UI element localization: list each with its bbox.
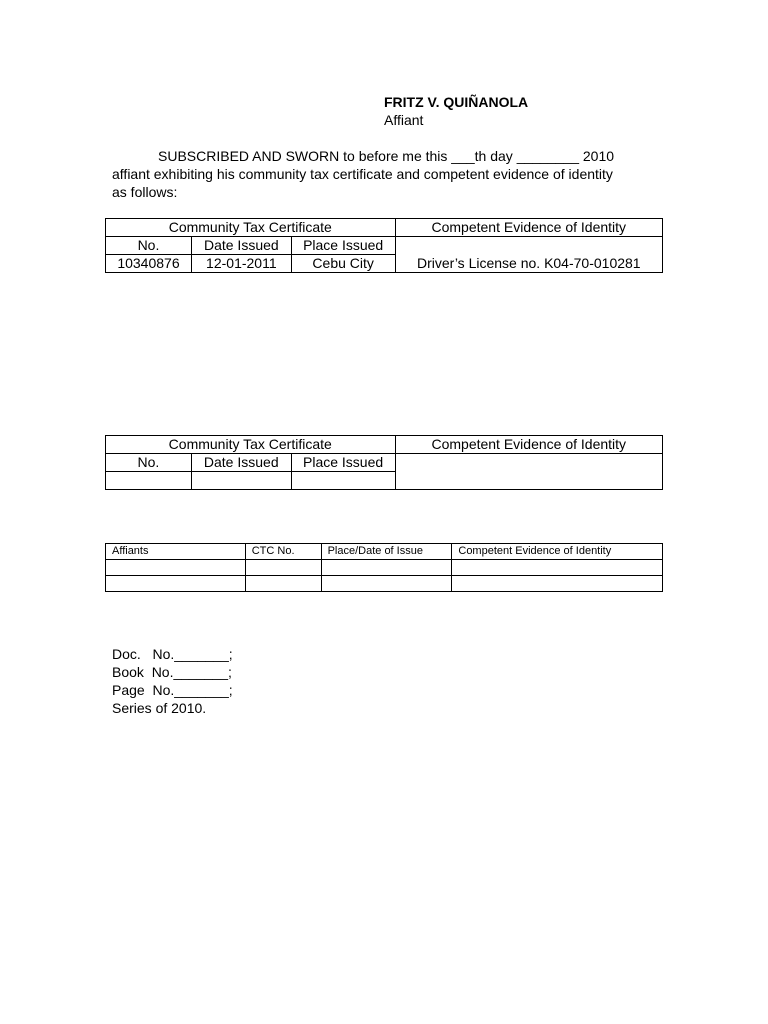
col-place-issued: Place Issued — [291, 454, 395, 472]
evidence-header: Competent Evidence of Identity — [395, 219, 662, 237]
evidence-header: Competent Evidence of Identity — [395, 436, 663, 454]
evidence-value: Driver’s License no. K04-70-010281 — [395, 237, 662, 273]
blank-cell — [106, 560, 246, 576]
blank-cell — [191, 472, 291, 490]
page-no: Page No._______; — [112, 682, 233, 698]
col-affiants: Affiants — [106, 544, 246, 560]
ctc-header: Community Tax Certificate — [106, 219, 396, 237]
affiants-table — [105, 543, 663, 592]
series: Series of 2010. — [112, 700, 207, 716]
identity-table-filled — [105, 218, 663, 273]
ctc-place: Cebu City — [291, 255, 395, 273]
col-no: No. — [106, 237, 192, 255]
blank-cell — [321, 576, 452, 592]
blank-cell — [245, 560, 321, 576]
ctc-number: 10340876 — [106, 255, 192, 273]
col-date-issued: Date Issued — [191, 454, 291, 472]
jurat-paragraph — [112, 147, 664, 201]
notarial-register — [112, 645, 233, 717]
affiant-label: Affiant — [384, 112, 424, 128]
evidence-blank-cell — [395, 454, 663, 490]
col-no: No. — [106, 454, 192, 472]
col-place-date: Place/Date of Issue — [321, 544, 452, 560]
blank-cell — [291, 472, 395, 490]
blank-cell — [452, 560, 663, 576]
col-ctc-no: CTC No. — [245, 544, 321, 560]
jurat-line-2: affiant exhibiting his community tax certificate and competent evidence of identity — [112, 166, 613, 182]
blank-cell — [106, 472, 192, 490]
blank-cell — [245, 576, 321, 592]
blank-cell — [321, 560, 452, 576]
col-date-issued: Date Issued — [191, 237, 291, 255]
col-place-issued: Place Issued — [291, 237, 395, 255]
blank-cell — [452, 576, 663, 592]
col-evidence: Competent Evidence of Identity — [452, 544, 663, 560]
ctc-header: Community Tax Certificate — [106, 436, 396, 454]
doc-no: Doc. No._______; — [112, 646, 233, 662]
book-no: Book No._______; — [112, 664, 232, 680]
blank-cell — [106, 576, 246, 592]
jurat-line-3: as follows: — [112, 184, 178, 200]
ctc-date: 12-01-2011 — [191, 255, 291, 273]
jurat-line-1: SUBSCRIBED AND SWORN to before me this ___th day ________ 2010 — [158, 148, 615, 164]
affiant-name: FRITZ V. QUIÑANOLA — [384, 94, 529, 110]
identity-table-blank — [105, 435, 663, 490]
